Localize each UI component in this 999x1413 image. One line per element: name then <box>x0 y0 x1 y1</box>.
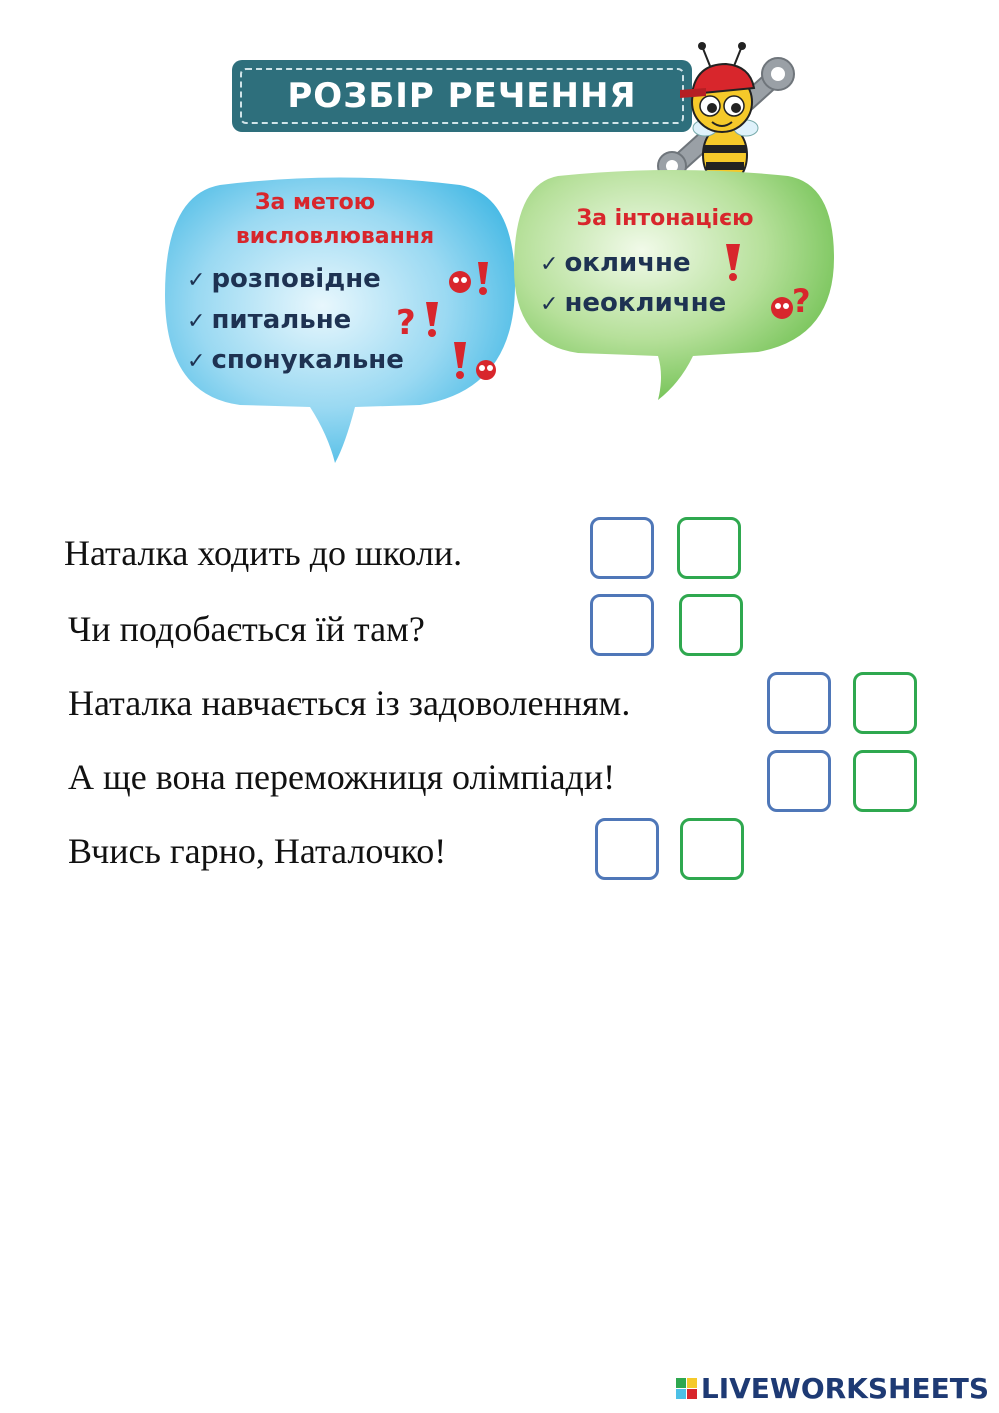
sentence-3: Наталка навчається із задоволенням. <box>68 683 631 723</box>
answer-box-purpose-5[interactable] <box>595 818 659 880</box>
purpose-item-declarative <box>187 264 381 294</box>
sentence-2: Чи подобається їй там? <box>68 609 425 649</box>
exclamation-icon <box>722 242 744 282</box>
exclamation-face-icon <box>450 340 504 382</box>
answer-box-purpose-1[interactable] <box>590 517 654 579</box>
purpose-item-interrogative <box>187 305 351 335</box>
answer-box-intonation-3[interactable] <box>853 672 917 734</box>
svg-text:?: ? <box>396 303 416 340</box>
question-exclamation-icon <box>396 298 448 340</box>
answer-box-intonation-4[interactable] <box>853 750 917 812</box>
intonation-title: За інтонацією <box>576 206 754 231</box>
purpose-item-label: спонукальне <box>211 345 404 375</box>
face-question-icon <box>768 278 822 322</box>
check-icon: ✓ <box>187 309 206 334</box>
face-exclamation-icon <box>446 258 496 298</box>
answer-box-purpose-4[interactable] <box>767 750 831 812</box>
intonation-item-nonexclamatory <box>540 288 726 318</box>
purpose-item-label: розповідне <box>211 264 381 294</box>
footer-brand: LIVEWORKSHEETS <box>700 1372 989 1405</box>
answer-box-intonation-5[interactable] <box>680 818 744 880</box>
liveworksheets-logo <box>676 1372 989 1405</box>
purpose-title-line2: висловлювання <box>235 224 435 249</box>
answer-box-purpose-3[interactable] <box>767 672 831 734</box>
sentence-1: Наталка ходить до школи. <box>64 533 463 573</box>
title-banner <box>232 60 692 132</box>
check-icon: ✓ <box>540 252 559 277</box>
purpose-title-line1: За метою <box>254 190 376 215</box>
sentence-5: Вчись гарно, Наталочко! <box>68 831 447 871</box>
purpose-item-label: питальне <box>211 305 352 335</box>
check-icon: ✓ <box>187 349 206 374</box>
intonation-item-label: неокличне <box>564 288 727 318</box>
check-icon: ✓ <box>187 268 206 293</box>
answer-box-purpose-2[interactable] <box>590 594 654 656</box>
svg-text:?: ? <box>792 282 811 320</box>
title-banner-border <box>240 68 684 124</box>
answer-box-intonation-1[interactable] <box>677 517 741 579</box>
intonation-item-exclamatory <box>540 248 691 278</box>
sentence-4: А ще вона переможниця олімпіади! <box>68 757 616 797</box>
page-title: РОЗБІР РЕЧЕННЯ <box>287 76 637 116</box>
check-icon: ✓ <box>540 292 559 317</box>
answer-box-intonation-2[interactable] <box>679 594 743 656</box>
logo-grid-icon <box>676 1378 697 1399</box>
purpose-item-imperative <box>187 345 404 375</box>
intonation-item-label: окличне <box>564 248 691 278</box>
